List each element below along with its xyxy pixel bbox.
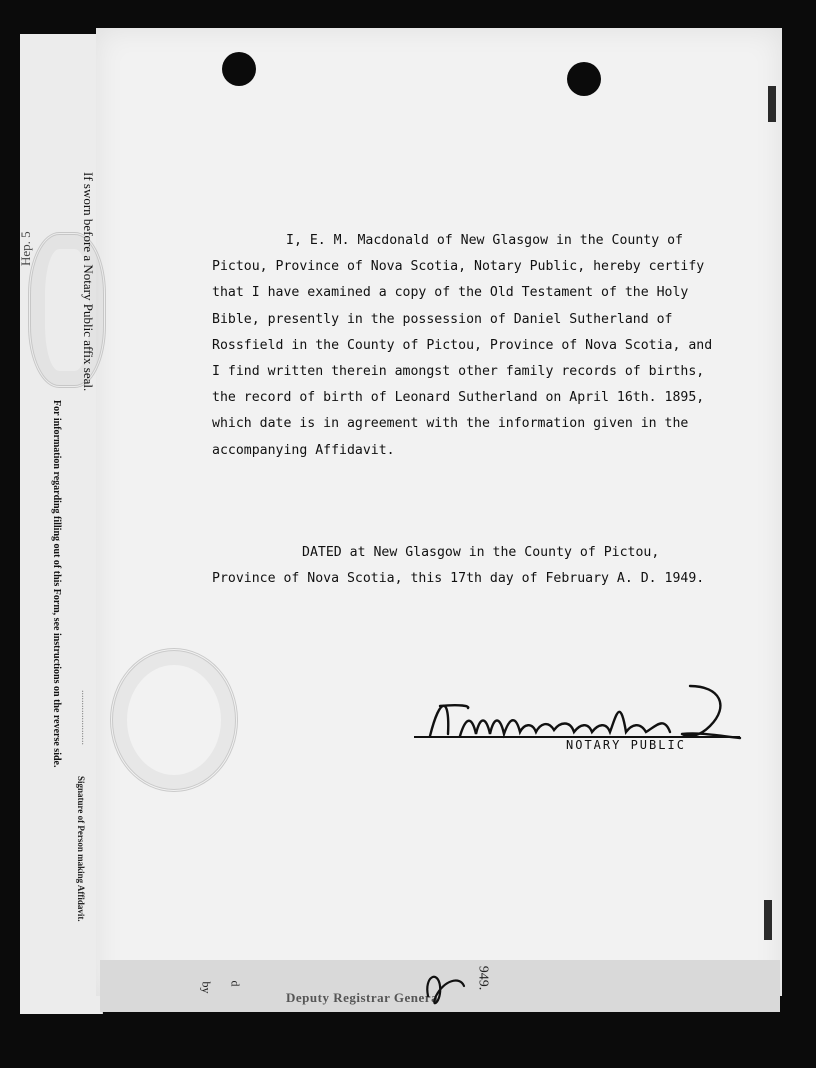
- stub-registrar-label: Deputy Registrar Genera: [286, 990, 439, 1005]
- handwritten-signature: [420, 676, 750, 766]
- edge-stain: [764, 900, 772, 940]
- signature-dotted-line: ......................: [79, 690, 90, 745]
- margin-pencil-note: Hep. 5: [18, 231, 33, 266]
- seal-instruction: If sworn before a Notary Public affix seal.: [81, 172, 96, 392]
- certificate-body: I, E. M. Macdonald of New Glasgow in the County of Pictou, Province of Nova Scotia, Notary Public, hereby certify that I have examined a copy of the Old Testament of the Holy Bible, presently in the possession of Daniel Sutherland of Rossfield in the County of Pictou, Province of Nova Scotia, and I find written therein amongst other family records of births, the record of birth of Leonard Sutherland on April 16th. 1895, which date is in agreement with the information given in the accompanying Affidavit.: [212, 233, 713, 458]
- signature-label: Signature of Person making Affidavit.: [76, 776, 86, 922]
- handwritten-mark: [420, 966, 480, 1012]
- stub-year: 949.: [475, 965, 491, 991]
- notary-title: NOTARY PUBLIC: [566, 738, 686, 752]
- stub-fragment: d: [228, 980, 243, 987]
- embossed-notary-seal: [110, 648, 238, 792]
- dated-statement: DATED at New Glasgow in the County of Pictou, Province of Nova Scotia, this 17th day of February A. D. 1949.: [212, 545, 705, 587]
- document-page: [96, 28, 782, 996]
- punch-hole-right: [567, 62, 601, 96]
- edge-stain: [768, 86, 776, 122]
- form-instruction: For information regarding filling out of this Form, see instructions on the reverse side.: [51, 400, 62, 768]
- punch-hole-left: [222, 52, 256, 86]
- stub-by-label: by: [199, 981, 214, 994]
